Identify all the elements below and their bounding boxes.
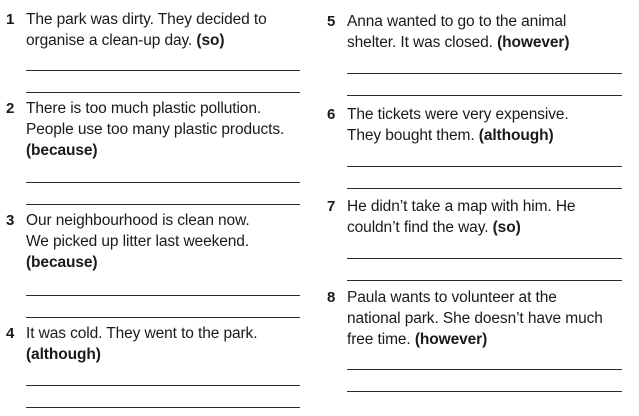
connector-hint: (however) — [497, 34, 570, 51]
item-sentence — [347, 11, 569, 53]
answer-line[interactable] — [347, 391, 622, 392]
item-number: 5 — [327, 13, 336, 30]
answer-line[interactable] — [26, 70, 300, 71]
exercise-item-5 — [327, 11, 627, 57]
answer-line[interactable] — [26, 204, 300, 205]
answer-line[interactable] — [26, 407, 300, 408]
answer-line[interactable] — [347, 95, 622, 96]
connector-hint: (so) — [196, 32, 225, 49]
item-number: 2 — [6, 100, 15, 117]
sentence-line-1: Our neighbourhood is clean now. — [26, 212, 250, 229]
item-number: 4 — [6, 325, 15, 342]
answer-line[interactable] — [26, 295, 300, 296]
item-number: 8 — [327, 289, 336, 306]
exercise-item-3 — [6, 210, 306, 276]
item-sentence — [347, 196, 575, 238]
answer-line[interactable] — [347, 73, 622, 74]
answer-line[interactable] — [26, 317, 300, 318]
sentence-line-1: Paula wants to volunteer at the — [347, 289, 557, 306]
answer-line[interactable] — [26, 92, 300, 93]
answer-line[interactable] — [26, 182, 300, 183]
item-sentence — [26, 9, 267, 51]
exercise-item-7 — [327, 196, 627, 242]
sentence-line-2: We picked up litter last weekend. — [26, 233, 250, 250]
item-number: 7 — [327, 198, 336, 215]
exercise-item-2 — [6, 98, 316, 164]
connector-hint: (because) — [26, 142, 98, 159]
answer-line[interactable] — [347, 369, 622, 370]
answer-line[interactable] — [347, 258, 622, 259]
exercise-item-6 — [327, 104, 627, 150]
item-sentence — [26, 323, 257, 365]
exercise-item-1 — [6, 9, 306, 75]
sentence-line-1: He didn’t take a map with him. He — [347, 198, 576, 215]
connector-hint: (although) — [26, 346, 101, 363]
exercise-item-4 — [6, 323, 306, 369]
sentence-line-1: There is too much plastic pollution. — [26, 100, 262, 117]
answer-line[interactable] — [347, 188, 622, 189]
sentence-line-1: The tickets were very expensive. — [347, 106, 569, 123]
sentence-line-1: It was cold. They went to the park. — [26, 325, 258, 342]
answer-line[interactable] — [347, 280, 622, 281]
item-sentence — [347, 287, 603, 350]
answer-line[interactable] — [26, 385, 300, 386]
item-sentence — [26, 210, 250, 273]
sentence-line-2: People use too many plastic products. — [26, 121, 285, 138]
item-sentence — [347, 104, 569, 146]
answer-line[interactable] — [347, 166, 622, 167]
connector-hint: (so) — [492, 219, 521, 236]
item-number: 1 — [6, 11, 15, 28]
connector-hint: (although) — [478, 127, 554, 144]
exercise-item-8 — [327, 287, 632, 353]
connector-hint: (however) — [414, 331, 488, 348]
item-sentence — [26, 98, 284, 161]
connector-hint: (because) — [26, 254, 98, 271]
sentence-line-1: Anna wanted to go to the animal — [347, 13, 567, 30]
item-number: 3 — [6, 212, 15, 229]
item-number: 6 — [327, 106, 336, 123]
sentence-line-2: national park. She doesn’t have much — [347, 310, 603, 327]
sentence-line-2: shelter. It was closed. — [347, 34, 493, 51]
sentence-line-2: couldn’t find the way. — [347, 219, 489, 236]
sentence-line-3: free time. — [347, 331, 411, 348]
sentence-line-2: They bought them. — [347, 127, 475, 144]
sentence-line-2: organise a clean-up day. — [26, 32, 193, 49]
sentence-line-1: The park was dirty. They decided to — [26, 11, 267, 28]
